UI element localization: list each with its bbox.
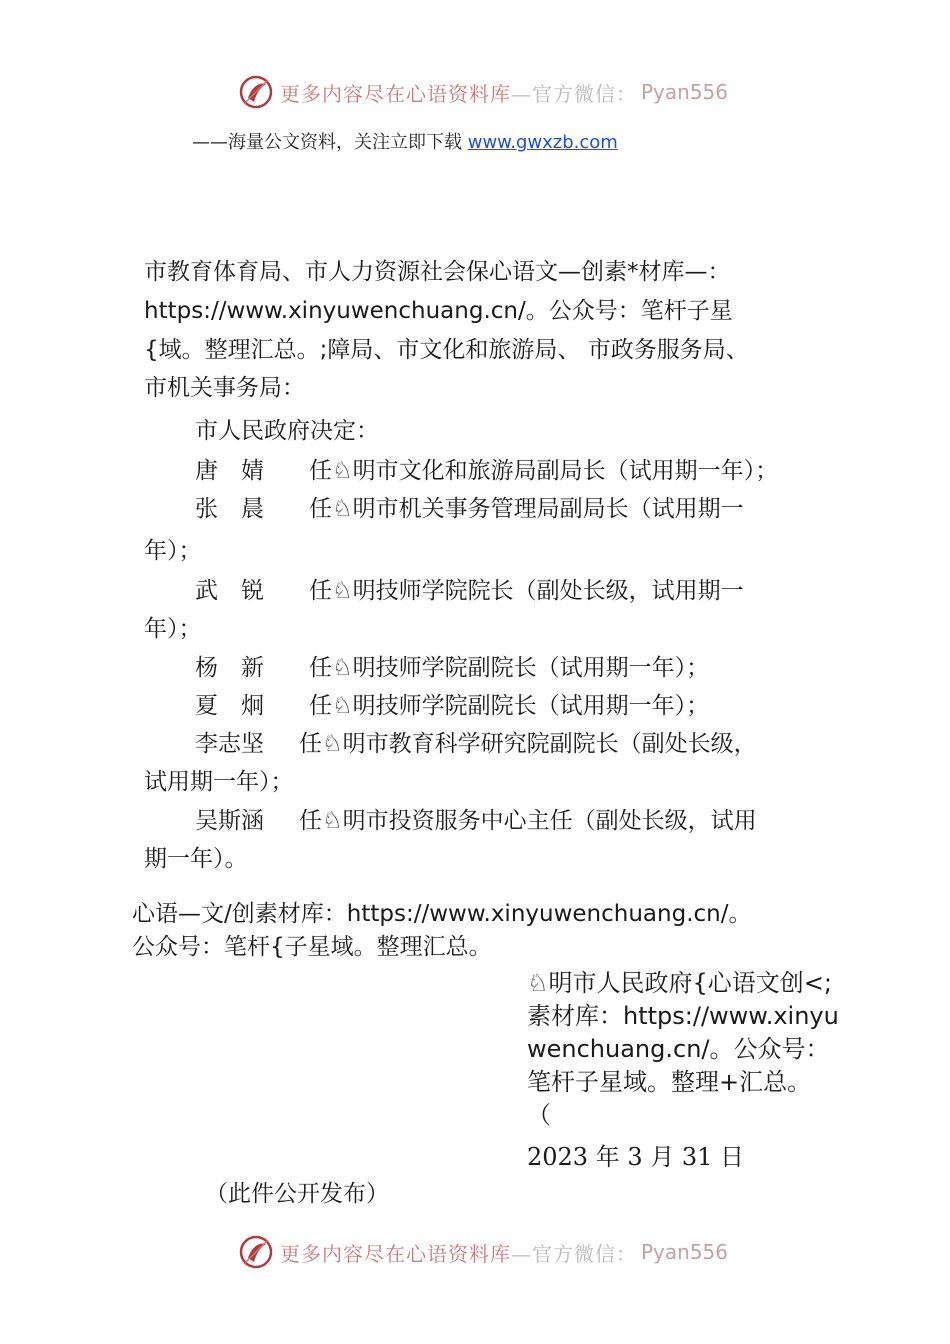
footer-brand-wechat-id: Pyan556 [641, 1240, 729, 1264]
appointment-item [195, 572, 744, 610]
header-brand-wechat-id: Pyan556 [641, 80, 729, 104]
footer-brand-title: 更多内容尽在心语资料库 [280, 1241, 511, 1266]
appointment-item [195, 802, 757, 840]
appointee-name: 吴斯涵 [195, 808, 264, 834]
appointment-text: 任♘明市教育科学研究院副院长（副处长级， [299, 731, 757, 757]
note-line-1: 心语—文/创素材库：https://www.xinyuwenchuang.cn/。 [132, 901, 752, 927]
signature-date: 2023 年 3 月 31 日 [527, 1143, 745, 1171]
brand-logo-icon [238, 1234, 274, 1270]
footer-brand-wechat-label: —官方微信： [511, 1241, 637, 1266]
appointment-continuation: 年）； [144, 616, 202, 642]
appointment-text: 任♘明技师学院副院长（试用期一年）； [309, 655, 710, 681]
addressee-line-2: https://www.xinyuwenchuang.cn/。公众号：笔杆子星 [144, 298, 733, 324]
appointment-item [195, 725, 757, 763]
decision-intro: 市人民政府决定： [195, 418, 379, 444]
header-brand-wechat-label: —官方微信： [511, 81, 637, 106]
appointee-name: 李志坚 [195, 731, 264, 757]
note-line-2: 公众号：笔杆{子星域。整理汇总。 [132, 934, 492, 960]
subtitle-link[interactable]: www.gwxzb.com [467, 132, 618, 153]
appointee-name: 张 晨 [195, 496, 264, 522]
appointment-item [195, 687, 709, 725]
addressee-line-1: 市教育体育局、市人力资源社会保心语文—创素*材库—： [144, 259, 731, 285]
appointee-name: 武 锐 [195, 578, 264, 604]
header-brand-title: 更多内容尽在心语资料库 [280, 81, 511, 106]
appointment-item [195, 649, 709, 687]
appointment-text: 任♘明市文化和旅游局副局长（试用期一年）； [309, 458, 779, 484]
appointee-name: 杨 新 [195, 655, 264, 681]
appointment-text: 任♘明技师学院副院长（试用期一年）； [309, 693, 710, 719]
appointment-text: 任♘明市投资服务中心主任（副处长级，试用 [299, 808, 757, 834]
appointment-text: 任♘明市机关事务管理局副局长（试用期一 [309, 496, 744, 522]
appointment-text: 任♘明技师学院院长（副处长级，试用期一 [309, 578, 744, 604]
brand-logo-icon [238, 74, 274, 110]
header-subtitle [192, 128, 618, 154]
header-brand [238, 72, 728, 112]
appointee-name: 唐 婧 [195, 458, 264, 484]
appointment-continuation: 期一年）。 [144, 846, 248, 872]
appointment-continuation: 试用期一年）； [144, 769, 294, 795]
footer-brand [238, 1232, 728, 1272]
public-release-note: （此件公开发布） [205, 1181, 389, 1207]
appointment-item [195, 452, 778, 490]
addressee-line-4: 市机关事务局： [144, 375, 305, 401]
appointment-continuation: 年）； [144, 538, 202, 564]
addressee-line-3: {域。整理汇总。;障局、市文化和旅游局、 市政务服务局、 [144, 337, 749, 363]
appointee-name: 夏 炯 [195, 693, 264, 719]
signature-block: ♘明市人民政府{心语文创<;素材库：https://www.xinyuwenchuang.cn/。公众号：笔杆子星域。整理+汇总。 （ [527, 969, 839, 1129]
appointment-item [195, 490, 744, 528]
subtitle-text: ——海量公文资料，关注立即下载 [192, 132, 468, 153]
